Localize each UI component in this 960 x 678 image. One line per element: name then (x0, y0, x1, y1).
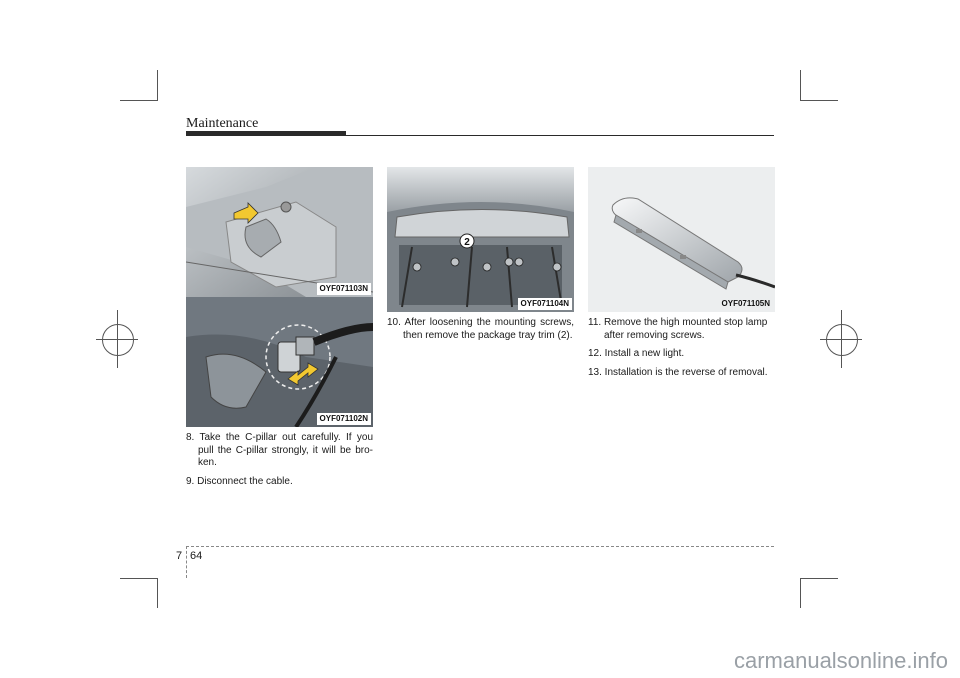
package-tray-illustration (387, 167, 574, 312)
figure-code: OYF071102N (317, 413, 371, 425)
crop-mark (800, 578, 838, 579)
page-number: 64 (190, 550, 203, 562)
c-pillar-illustration (186, 167, 373, 297)
crop-mark (157, 70, 158, 100)
stop-lamp-illustration (588, 167, 775, 312)
step-13: 13. Installation is the reverse of removal. (588, 366, 768, 378)
crop-mark (120, 578, 158, 579)
step-10: 10. After loosening the mounting screws, then remove the package tray trim (2). (387, 317, 574, 341)
crop-mark (800, 70, 801, 100)
crop-mark (800, 100, 838, 101)
crop-mark (157, 578, 158, 608)
watermark: carmanualsonline.info (733, 648, 948, 673)
registration-line (117, 310, 118, 368)
figure-cable-connector (186, 297, 373, 427)
cable-connector-illustration (186, 297, 373, 427)
column-3-text (588, 317, 775, 385)
chapter-number: 7 (176, 550, 183, 562)
header-rule (186, 135, 774, 136)
registration-mark (102, 324, 134, 356)
crop-mark (120, 100, 158, 101)
footer-divider (186, 546, 187, 578)
callout-number: 2 (464, 237, 470, 248)
section-title: Maintenance (186, 116, 259, 131)
figure-package-tray (387, 167, 574, 312)
figure-code: OYF071104N (518, 298, 572, 310)
registration-line (841, 310, 842, 368)
footer-rule (186, 546, 774, 547)
step-9: 9. Disconnect the cable. (186, 475, 293, 487)
registration-mark (826, 324, 858, 356)
step-12: 12. Install a new light. (588, 348, 685, 359)
column-2-text (387, 317, 574, 348)
figure-c-pillar (186, 167, 373, 297)
step-11: 11. Remove the high mounted stop lamp after removing screws. (588, 317, 768, 341)
step-8: 8. Take the C-pillar out carefully. If you pull the C-pillar strongly, it will be bro- ken. (186, 432, 373, 468)
figure-code: OYF071103N (317, 283, 371, 295)
column-1-text (186, 432, 373, 494)
crop-mark (800, 578, 801, 608)
figure-stop-lamp (588, 167, 775, 312)
figure-code: OYF071105N (721, 299, 770, 308)
